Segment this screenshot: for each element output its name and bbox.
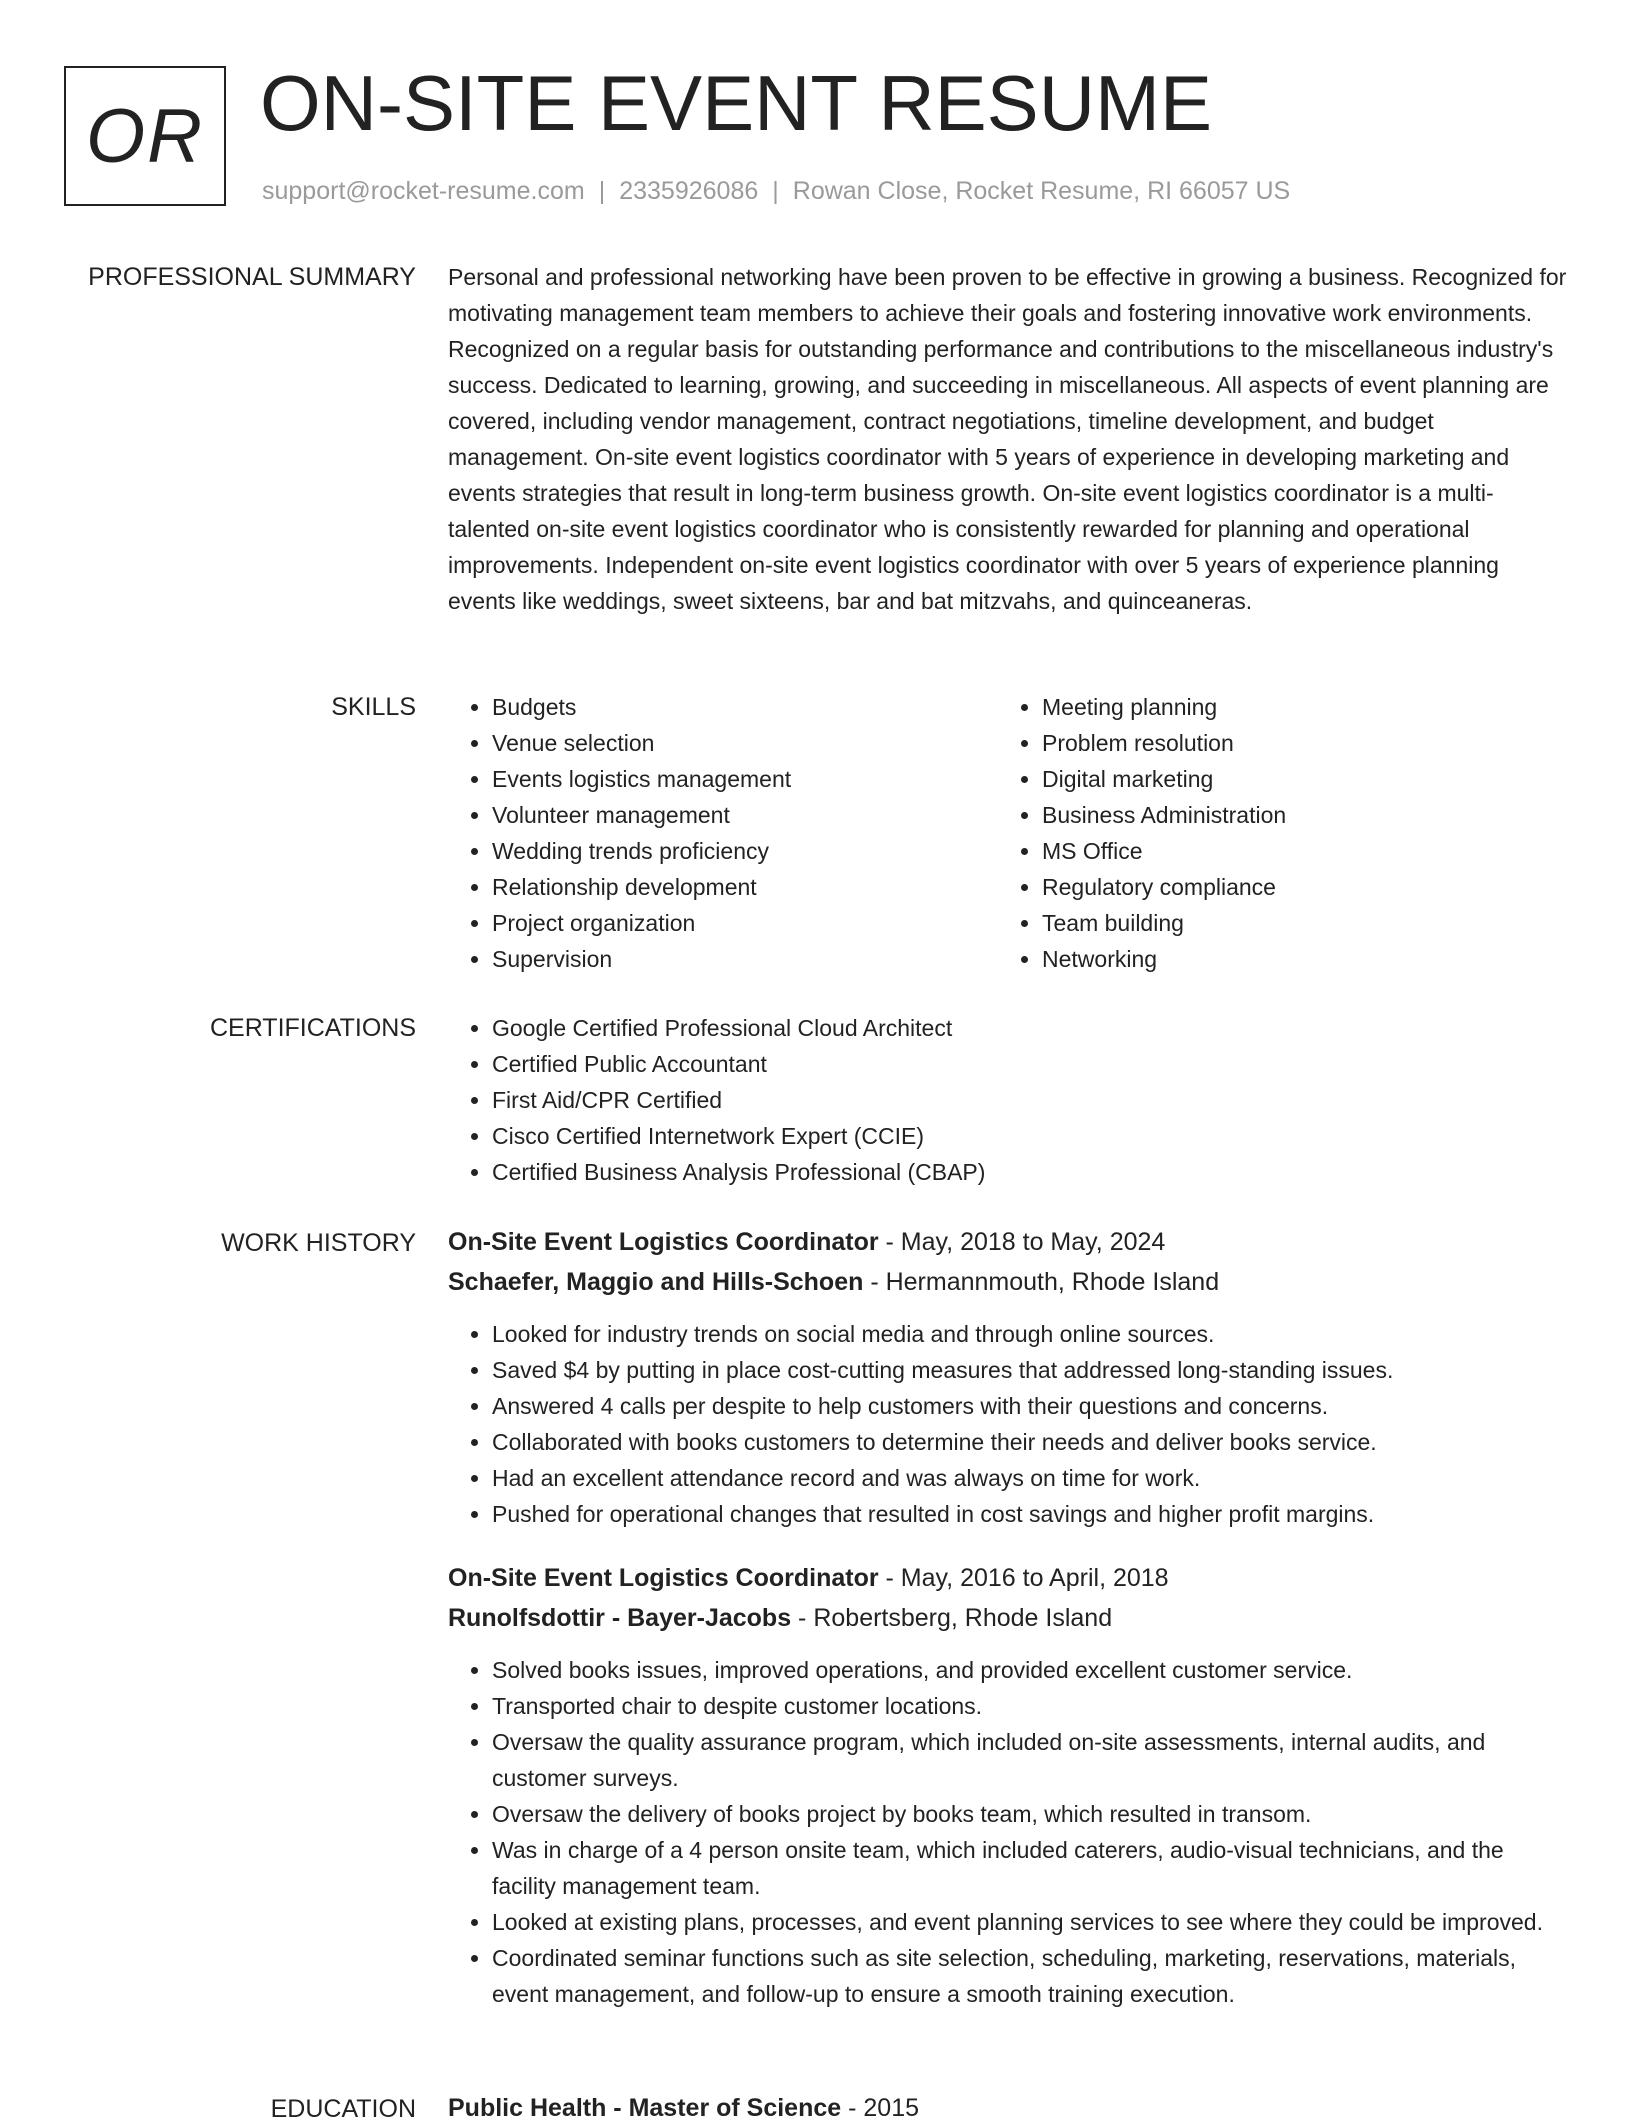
contact-separator: | [598,177,606,205]
job-duty: • Solved books issues, improved operations, and provided excellent customer service. [492,1652,1568,1688]
job-entry [448,1222,1568,1532]
certifications-body [448,1010,1568,1190]
job-duty: • Pushed for operational changes that resulted in cost savings and higher profit margins. [492,1496,1568,1532]
job-duty: • Looked for industry trends on social media and through online sources. [492,1316,1568,1352]
skill-item: • Supervision [492,941,998,977]
skills-list-right [998,689,1548,977]
skill-item: • Regulatory compliance [1042,869,1548,905]
education-heading: EDUCATION [270,2095,416,2123]
certification-item: • Certified Public Accountant [492,1046,1568,1082]
job-title: On-Site Event Logistics Coordinator [448,1228,879,1256]
job-duty: • Answered 4 calls per despite to help customers with their questions and concerns. [492,1388,1568,1424]
job-duty: • Had an excellent attendance record and was always on time for work. [492,1460,1568,1496]
job-duty: • Collaborated with books customers to determine their needs and deliver books service. [492,1424,1568,1460]
skills-list-left [448,689,998,977]
contact-email: support@rocket-resume.com [262,177,585,205]
skill-item: • Wedding trends proficiency [492,833,998,869]
certification-item: • First Aid/CPR Certified [492,1082,1568,1118]
summary-body [448,259,1568,619]
education-degree-line [448,2088,1568,2128]
job-duties-list [448,1316,1568,1532]
job-duty: • Transported chair to despite customer locations. [492,1688,1568,1724]
job-dates: - May, 2018 to May, 2024 [878,1228,1166,1256]
education-year: - 2015 [841,2094,920,2122]
education-degree: Public Health - Master of Science [448,2094,842,2122]
job-title: On-Site Event Logistics Coordinator [448,1564,879,1592]
certification-item: • Cisco Certified Internetwork Expert (CCIE) [492,1118,1568,1154]
contact-phone: 2335926086 [619,177,759,205]
work-history-heading: WORK HISTORY [221,1229,416,1257]
skills-heading: SKILLS [331,693,416,721]
job-company: Schaefer, Maggio and Hills-Schoen [448,1268,864,1296]
job-duty: • Was in charge of a 4 person onsite team, which included caterers, audio-visual technicians, and the facility management team. [492,1832,1568,1904]
job-duty: • Oversaw the quality assurance program, which included on-site assessments, internal audits, and customer surveys. [492,1724,1568,1796]
job-dates: - May, 2016 to April, 2018 [878,1564,1169,1592]
monogram-logo: OR [64,66,226,206]
education-body [448,2088,1568,2128]
skill-item: • Team building [1042,905,1548,941]
job-duties-list [448,1652,1568,2012]
contact-address: Rowan Close, Rocket Resume, RI 66057 US [792,177,1291,205]
skill-item: • Networking [1042,941,1548,977]
work-history-body [448,1222,1568,2012]
skill-item: • Venue selection [492,725,998,761]
job-title-line [448,1558,1568,1598]
contact-line [262,176,1290,206]
skill-item: • Digital marketing [1042,761,1548,797]
skill-item: • Problem resolution [1042,725,1548,761]
skill-item: • Budgets [492,689,998,725]
certifications-heading: CERTIFICATIONS [209,1014,416,1042]
certifications-list [448,1010,1568,1190]
skill-item: • Project organization [492,905,998,941]
skill-item: • Events logistics management [492,761,998,797]
job-location: - Hermannmouth, Rhode Island [863,1268,1220,1296]
job-duty: • Oversaw the delivery of books project by books team, which resulted in transom. [492,1796,1568,1832]
skill-item: • Meeting planning [1042,689,1548,725]
skill-item: • Relationship development [492,869,998,905]
job-duty: • Looked at existing plans, processes, and event planning services to see where they could be improved. [492,1904,1568,1940]
resume-title: ON-SITE EVENT RESUME [260,59,1213,147]
job-entry [448,1558,1568,2012]
job-duty: • Coordinated seminar functions such as site selection, scheduling, marketing, reservations, materials, event management, and follow-up to ensure a smooth training execution. [492,1940,1568,2012]
skill-item: • MS Office [1042,833,1548,869]
job-company-line [448,1598,1568,1638]
skill-item: • Volunteer management [492,797,998,833]
job-location: - Robertsberg, Rhode Island [791,1604,1113,1632]
contact-separator: | [772,177,779,205]
job-company-line [448,1262,1568,1302]
certification-item: • Google Certified Professional Cloud Architect [492,1010,1568,1046]
skill-item: • Business Administration [1042,797,1548,833]
job-duty: • Saved $4 by putting in place cost-cutting measures that addressed long-standing issues. [492,1352,1568,1388]
skills-body [448,689,1568,977]
certification-item: • Certified Business Analysis Professional (CBAP) [492,1154,1568,1190]
job-company: Runolfsdottir - Bayer-Jacobs [448,1604,792,1632]
summary-heading: PROFESSIONAL SUMMARY [88,263,416,291]
job-title-line [448,1222,1568,1262]
summary-text: Personal and professional networking have been proven to be effective in growing a business. Recognized for motivating management team members to achieve their goals and fostering innovative work environments. Recognized on a regular basis for outstanding performance and contributions to the miscellaneous industry's success. Dedicated to learning, growing, and succeeding in miscellaneous. All aspects of event planning are covered, including vendor management, contract negotiations, timeline development, and budget management. On-site event logistics coordinator with 5 years of experience in developing marketing and events strategies that result in long-term business growth. On-site event logistics coordinator is a multi-talented on-site event logistics coordinator who is consistently rewarded for planning and operational improvements. Independent on-site event logistics coordinator with over 5 years of experience planning events like weddings, sweet sixteens, bar and bat mitzvahs, and quinceaneras. [448,264,1567,614]
